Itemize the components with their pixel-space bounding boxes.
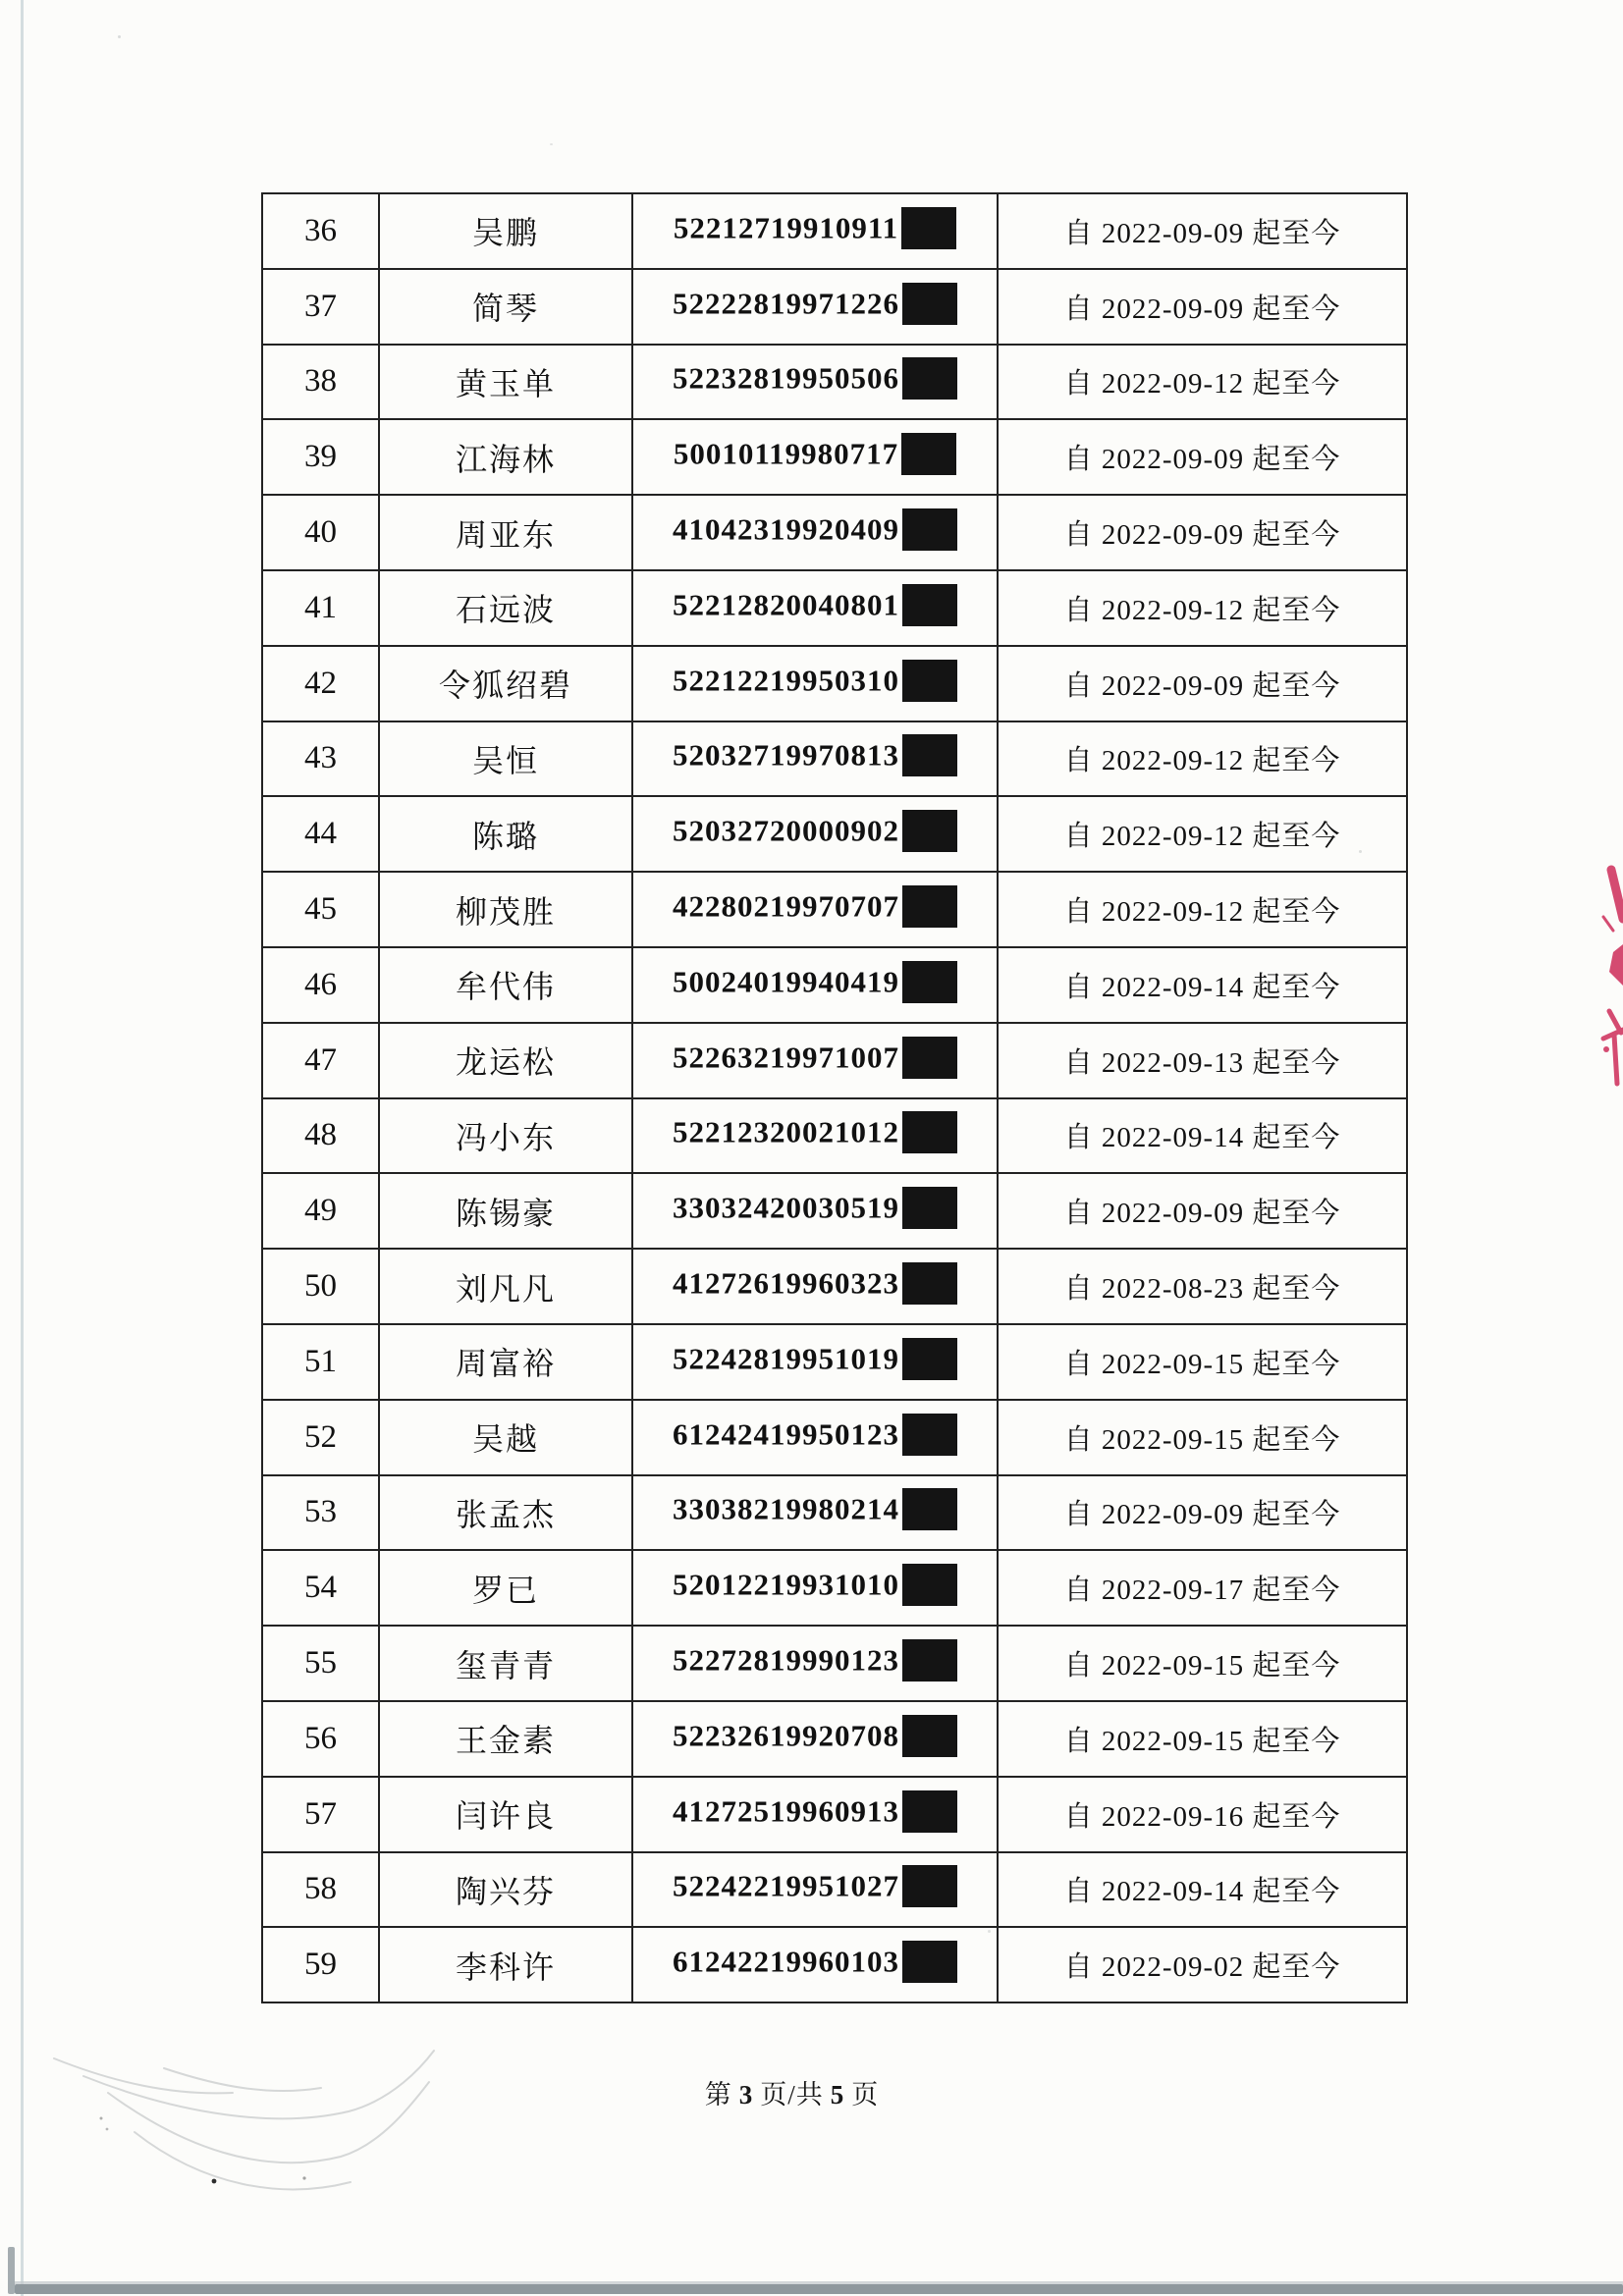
id-number-cell (632, 345, 998, 420)
name-cell: 王金素 (379, 1701, 632, 1777)
name-cell: 闫许良 (379, 1777, 632, 1852)
row-number-cell: 41 (262, 570, 379, 646)
redaction-box (902, 1865, 957, 1907)
row-number-cell: 51 (262, 1324, 379, 1400)
table-row (262, 570, 1407, 646)
id-number-text: 52242219951027 (673, 1869, 899, 1904)
id-number-cell (632, 1777, 998, 1852)
id-number-cell (632, 1927, 998, 2002)
period-cell: 自 2022-09-15 起至今 (998, 1400, 1407, 1475)
period-cell: 自 2022-09-09 起至今 (998, 269, 1407, 345)
id-number-cell (632, 1626, 998, 1701)
redaction-box (902, 1037, 957, 1079)
name-cell: 陶兴芬 (379, 1852, 632, 1928)
name-cell: 令狐绍碧 (379, 646, 632, 721)
redaction-box (902, 1111, 957, 1153)
name-cell: 周亚东 (379, 495, 632, 570)
period-cell: 自 2022-09-02 起至今 (998, 1927, 1407, 2002)
scan-speck (118, 35, 121, 38)
red-stamp-fragment (1590, 856, 1623, 1092)
id-number-text: 50024019940419 (673, 964, 899, 999)
table-row (262, 1324, 1407, 1400)
period-cell: 自 2022-09-17 起至今 (998, 1550, 1407, 1626)
redaction-box (902, 584, 957, 626)
row-number-cell: 37 (262, 269, 379, 345)
id-number-cell (632, 419, 998, 495)
name-cell: 刘凡凡 (379, 1249, 632, 1324)
id-number-text: 52242819951019 (673, 1341, 899, 1376)
id-number-text: 52212320021012 (673, 1115, 899, 1150)
id-number-cell (632, 1173, 998, 1249)
scan-corner-shadow (8, 2247, 15, 2294)
name-cell: 黄玉单 (379, 345, 632, 420)
id-number-cell (632, 872, 998, 947)
period-cell: 自 2022-09-12 起至今 (998, 721, 1407, 797)
footer-suffix: 页 (851, 2080, 880, 2109)
period-cell: 自 2022-09-09 起至今 (998, 1475, 1407, 1551)
id-number-cell (632, 1324, 998, 1400)
id-number-text: 52232819950506 (673, 361, 899, 397)
row-number-cell: 44 (262, 796, 379, 872)
table-row (262, 796, 1407, 872)
id-number-text: 33038219980214 (673, 1492, 899, 1527)
id-number-text: 52032719970813 (673, 738, 899, 774)
table-row (262, 419, 1407, 495)
row-number-cell: 43 (262, 721, 379, 797)
id-number-cell (632, 193, 998, 269)
redaction-box (902, 1790, 957, 1833)
scan-left-edge-line (21, 0, 24, 2296)
id-number-text: 52212219950310 (673, 663, 899, 698)
table-row (262, 1927, 1407, 2002)
roster-table-body (262, 193, 1407, 2002)
period-cell: 自 2022-09-12 起至今 (998, 345, 1407, 420)
table-row (262, 1098, 1407, 1174)
id-number-cell (632, 570, 998, 646)
period-cell: 自 2022-09-15 起至今 (998, 1324, 1407, 1400)
id-number-cell (632, 1852, 998, 1928)
table-row (262, 872, 1407, 947)
id-number-text: 41272619960323 (673, 1265, 899, 1301)
id-number-text: 52212719910911 (673, 210, 899, 245)
row-number-cell: 59 (262, 1927, 379, 2002)
redaction-box (901, 433, 956, 475)
id-number-text: 52012219931010 (673, 1567, 899, 1602)
row-number-cell: 56 (262, 1701, 379, 1777)
redaction-box (902, 508, 957, 551)
id-number-cell (632, 269, 998, 345)
row-number-cell: 52 (262, 1400, 379, 1475)
name-cell: 张孟杰 (379, 1475, 632, 1551)
table-row (262, 1777, 1407, 1852)
id-number-cell (632, 646, 998, 721)
id-number-cell (632, 1475, 998, 1551)
id-number-cell (632, 796, 998, 872)
id-number-text: 61242219960103 (673, 1944, 899, 1979)
period-cell: 自 2022-09-14 起至今 (998, 947, 1407, 1023)
ink-dot (212, 2179, 217, 2184)
name-cell: 吴鹏 (379, 193, 632, 269)
id-number-cell (632, 1023, 998, 1098)
period-cell: 自 2022-09-15 起至今 (998, 1701, 1407, 1777)
id-number-cell (632, 1550, 998, 1626)
scan-bottom-shadow (15, 2284, 1623, 2294)
footer-middle: 页/共 (760, 2080, 824, 2109)
id-number-text: 52032720000902 (673, 813, 899, 848)
redaction-box (902, 810, 957, 852)
pencil-scribbles (25, 2037, 447, 2218)
redaction-box (902, 961, 957, 1003)
id-number-cell (632, 1098, 998, 1174)
id-number-text: 52222819971226 (673, 286, 899, 321)
row-number-cell: 50 (262, 1249, 379, 1324)
name-cell: 周富裕 (379, 1324, 632, 1400)
redaction-box (901, 207, 956, 249)
name-cell: 陈璐 (379, 796, 632, 872)
name-cell: 柳茂胜 (379, 872, 632, 947)
redaction-box (902, 1715, 957, 1757)
table-row (262, 1023, 1407, 1098)
period-cell: 自 2022-09-14 起至今 (998, 1098, 1407, 1174)
redaction-box (902, 734, 957, 776)
id-number-text: 42280219970707 (673, 888, 899, 924)
period-cell: 自 2022-09-09 起至今 (998, 646, 1407, 721)
table-row (262, 1626, 1407, 1701)
redaction-box (902, 1941, 957, 1983)
name-cell: 吴恒 (379, 721, 632, 797)
row-number-cell: 58 (262, 1852, 379, 1928)
id-number-text: 50010119980717 (673, 436, 899, 471)
period-cell: 自 2022-09-09 起至今 (998, 193, 1407, 269)
row-number-cell: 39 (262, 419, 379, 495)
redaction-box (902, 1488, 957, 1530)
table-row (262, 1852, 1407, 1928)
redaction-box (902, 357, 957, 400)
id-number-cell (632, 495, 998, 570)
name-cell: 罗已 (379, 1550, 632, 1626)
id-number-cell (632, 721, 998, 797)
table-row (262, 1249, 1407, 1324)
id-number-cell (632, 947, 998, 1023)
scan-speck (988, 1930, 991, 1933)
footer-total-pages: 5 (830, 2080, 845, 2109)
period-cell: 自 2022-09-12 起至今 (998, 872, 1407, 947)
name-cell: 江海林 (379, 419, 632, 495)
table-row (262, 1400, 1407, 1475)
period-cell: 自 2022-09-12 起至今 (998, 570, 1407, 646)
id-number-text: 61242419950123 (673, 1416, 899, 1452)
period-cell: 自 2022-09-14 起至今 (998, 1852, 1407, 1928)
redaction-box (902, 1187, 957, 1229)
id-number-cell (632, 1701, 998, 1777)
row-number-cell: 55 (262, 1626, 379, 1701)
row-number-cell: 48 (262, 1098, 379, 1174)
table-row (262, 269, 1407, 345)
id-number-text: 52232619920708 (673, 1718, 899, 1753)
name-cell: 冯小东 (379, 1098, 632, 1174)
name-cell: 李科许 (379, 1927, 632, 2002)
period-cell: 自 2022-09-09 起至今 (998, 419, 1407, 495)
footer-prefix: 第 (704, 2080, 732, 2109)
scan-speck (1359, 850, 1362, 853)
row-number-cell: 38 (262, 345, 379, 420)
period-cell: 自 2022-09-15 起至今 (998, 1626, 1407, 1701)
table-row (262, 1701, 1407, 1777)
table-row (262, 345, 1407, 420)
id-number-text: 41042319920409 (673, 511, 899, 547)
id-number-text: 41272519960913 (673, 1793, 899, 1829)
id-number-cell (632, 1249, 998, 1324)
row-number-cell: 57 (262, 1777, 379, 1852)
period-cell: 自 2022-09-16 起至今 (998, 1777, 1407, 1852)
row-number-cell: 47 (262, 1023, 379, 1098)
redaction-box (902, 1414, 957, 1456)
id-number-text: 52272819990123 (673, 1642, 899, 1678)
period-cell: 自 2022-09-12 起至今 (998, 796, 1407, 872)
scan-speck (550, 143, 553, 145)
name-cell: 龙运松 (379, 1023, 632, 1098)
row-number-cell: 40 (262, 495, 379, 570)
name-cell: 牟代伟 (379, 947, 632, 1023)
period-cell: 自 2022-09-09 起至今 (998, 495, 1407, 570)
redaction-box (902, 885, 957, 928)
roster-table (261, 192, 1408, 2003)
row-number-cell: 49 (262, 1173, 379, 1249)
page-footer (0, 2073, 1584, 2111)
period-cell: 自 2022-08-23 起至今 (998, 1249, 1407, 1324)
table-row (262, 193, 1407, 269)
name-cell: 简琴 (379, 269, 632, 345)
period-cell: 自 2022-09-09 起至今 (998, 1173, 1407, 1249)
id-number-text: 33032420030519 (673, 1190, 899, 1225)
name-cell: 石远波 (379, 570, 632, 646)
table-row (262, 947, 1407, 1023)
table-row (262, 721, 1407, 797)
row-number-cell: 46 (262, 947, 379, 1023)
table-row (262, 495, 1407, 570)
redaction-box (902, 1262, 957, 1305)
footer-page-number: 3 (738, 2080, 754, 2109)
redaction-box (902, 1564, 957, 1606)
id-number-text: 52263219971007 (673, 1040, 899, 1075)
table-row (262, 646, 1407, 721)
name-cell: 吴越 (379, 1400, 632, 1475)
redaction-box (902, 1639, 957, 1682)
table-row (262, 1173, 1407, 1249)
name-cell: 玺青青 (379, 1626, 632, 1701)
name-cell: 陈锡豪 (379, 1173, 632, 1249)
row-number-cell: 36 (262, 193, 379, 269)
table-row (262, 1475, 1407, 1551)
row-number-cell: 53 (262, 1475, 379, 1551)
id-number-cell (632, 1400, 998, 1475)
row-number-cell: 45 (262, 872, 379, 947)
redaction-box (902, 660, 957, 702)
table-row (262, 1550, 1407, 1626)
redaction-box (902, 1338, 957, 1380)
id-number-text: 52212820040801 (673, 587, 899, 622)
period-cell: 自 2022-09-13 起至今 (998, 1023, 1407, 1098)
row-number-cell: 42 (262, 646, 379, 721)
row-number-cell: 54 (262, 1550, 379, 1626)
redaction-box (902, 283, 957, 325)
